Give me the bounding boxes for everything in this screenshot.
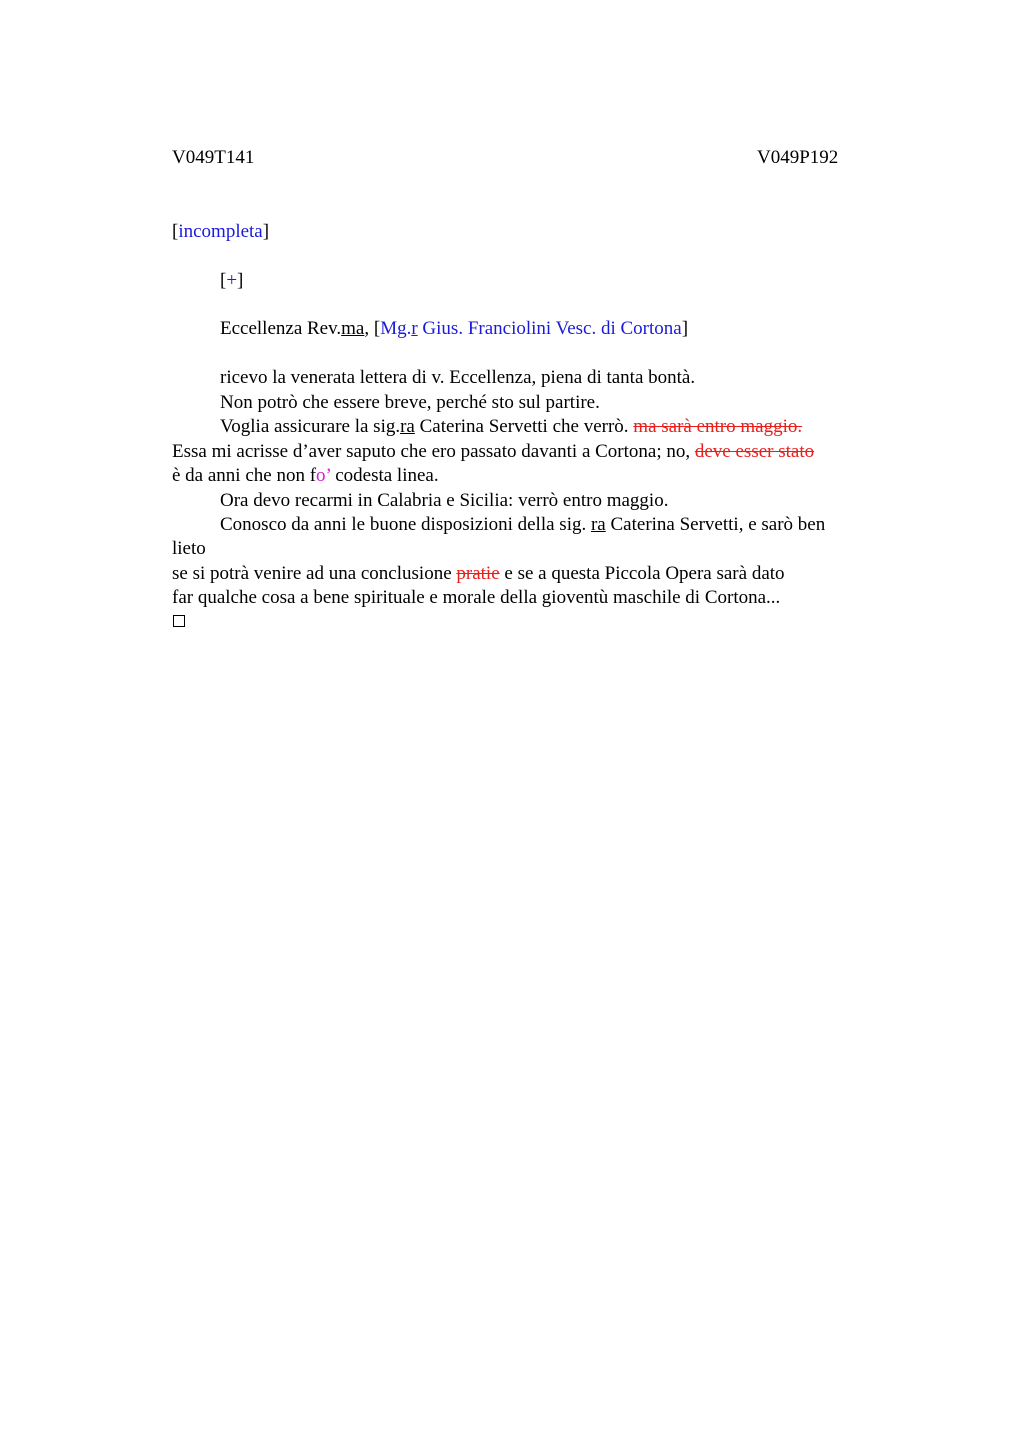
recipient-mg: Mg. (380, 318, 412, 339)
deleted-text: pratie (456, 563, 500, 584)
deleted-text: ma sarà entro maggio. (633, 416, 803, 437)
body-line-5 (172, 464, 439, 488)
text-segment: codesta linea. (330, 465, 439, 486)
body-line-3 (220, 415, 802, 439)
document-code-right: V049P192 (757, 147, 839, 168)
text-segment: Caterina Servetti, e sarò ben (605, 514, 826, 535)
text-segment: è da anni che non f (172, 465, 317, 486)
salutation-text: Eccellenza Rev. (220, 318, 342, 339)
cross-mark (220, 269, 243, 293)
abbrev-ra: ra (590, 514, 606, 535)
cross-icon: + (226, 270, 238, 291)
text-segment: Caterina Servetti che verrò. (414, 416, 634, 437)
body-line-10: far qualche cosa a bene spirituale e morale della gioventù maschile di Cortona... (172, 587, 781, 608)
body-line-8: lieto (172, 538, 206, 559)
end-marker-box-icon (173, 615, 185, 627)
abbrev-ma: ma (341, 318, 365, 339)
recipient-abbrev-r: r (411, 318, 418, 339)
body-line-1: ricevo la venerata lettera di v. Eccellenza, piena di tanta bontà. (220, 367, 696, 388)
text-segment: se si potrà venire ad una conclusione (172, 563, 457, 584)
deleted-text: deve esser stato (694, 441, 815, 462)
corrected-text: o’ (316, 465, 331, 486)
body-line-4 (172, 440, 814, 464)
text-segment: Essa mi acrisse d’aver saputo che ero passato davanti a Cortona; no, (172, 441, 695, 462)
body-line-2: Non potrò che essere breve, perché sto sul partire. (220, 392, 600, 413)
body-line-9 (172, 562, 785, 586)
salutation (220, 317, 688, 341)
status-note (172, 220, 269, 244)
status-label-incompleta: incompleta (178, 221, 263, 242)
body-line-7 (220, 513, 825, 537)
bracket-open: [ (172, 221, 179, 242)
bracket-close: ] (237, 270, 244, 291)
bracket-open: [ (220, 270, 227, 291)
document-code-left: V049T141 (172, 147, 255, 168)
bracket-close: ] (262, 221, 270, 242)
salutation-separator: , [ (364, 318, 381, 339)
text-segment: Voglia assicurare la sig. (220, 416, 401, 437)
recipient-name: Gius. Franciolini Vesc. di Cortona (417, 318, 682, 339)
text-segment: Conosco da anni le buone disposizioni della sig. (220, 514, 591, 535)
abbrev-ra: ra (400, 416, 415, 437)
bracket-close: ] (681, 318, 689, 339)
body-line-6: Ora devo recarmi in Calabria e Sicilia: verrò entro maggio. (220, 490, 669, 511)
text-segment: e se a questa Piccola Opera sarà dato (499, 563, 785, 584)
